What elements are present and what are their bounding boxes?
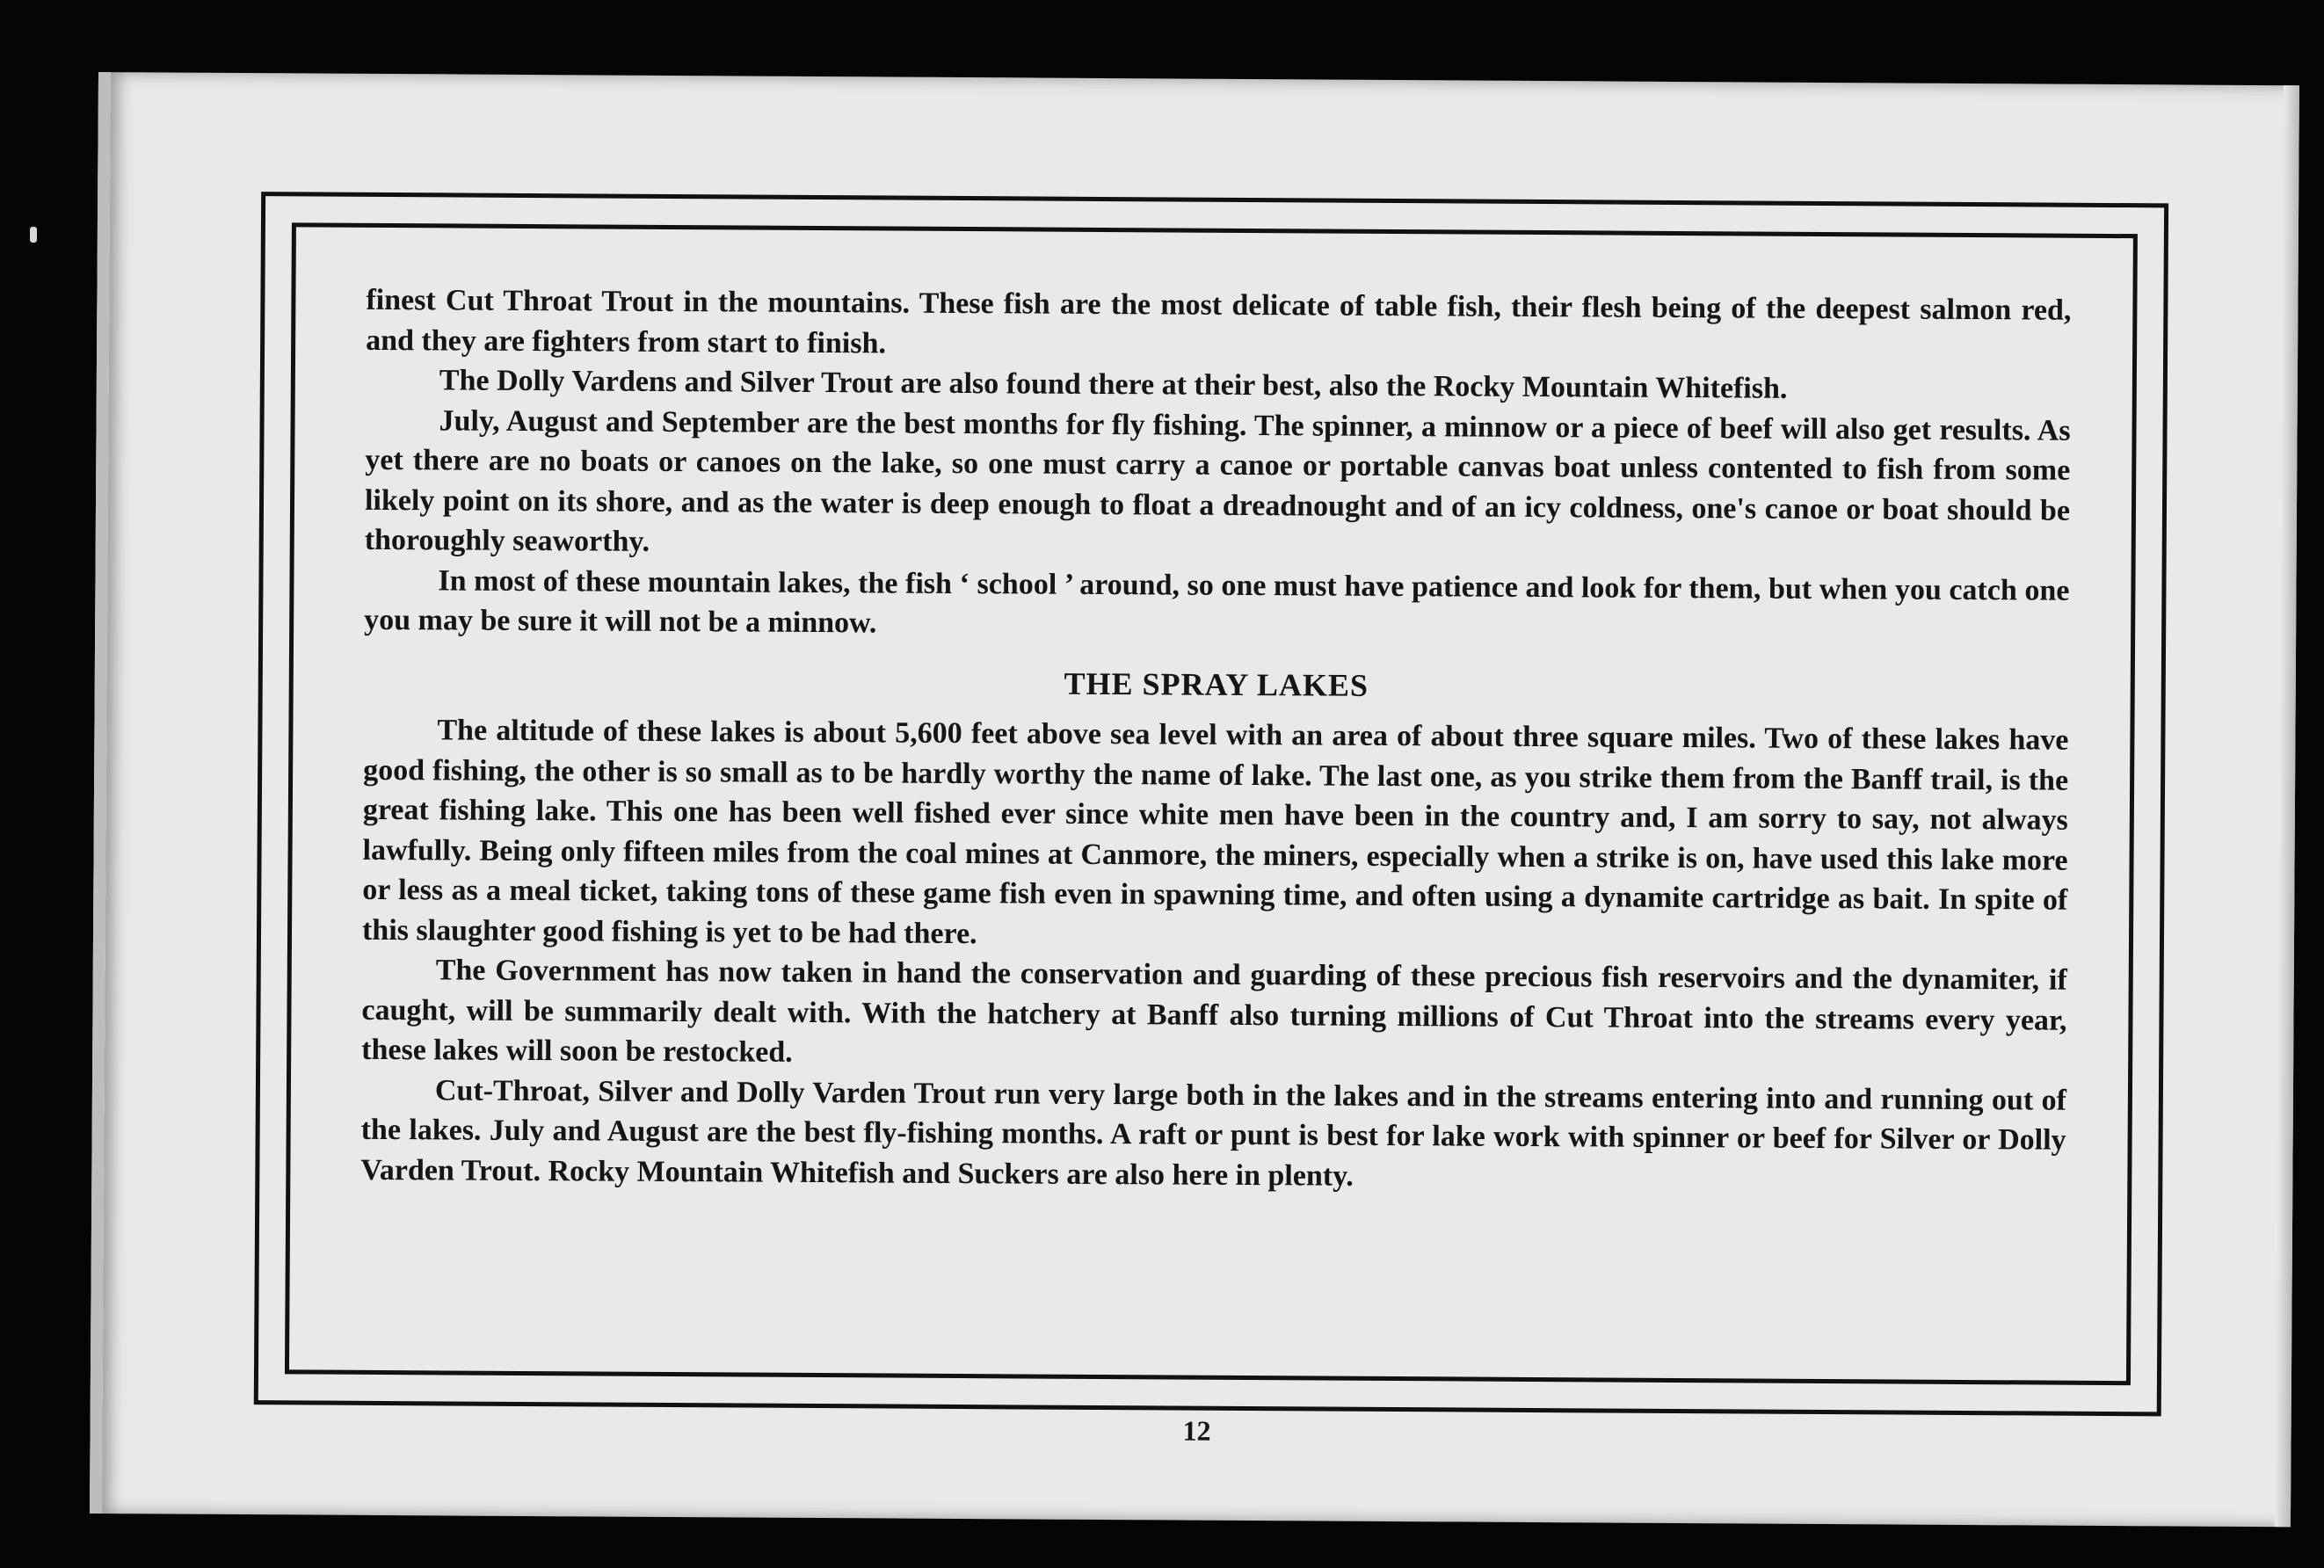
paragraph-government: The Government has now taken in hand the conservation and guarding of these precious fish reservoirs and the dynamiter, if caught, will be summarily dealt with. With the hatchery at Banff also turning millions of Cut Throat into the streams every year, these lakes will soon be restocked. xyxy=(361,954,2067,1069)
paragraph-trout-species: Cut-Throat, Silver and Dolly Varden Trout run very large both in the lakes and in the streams entering into and running out of the lakes. July and August are the best fly-fishing months. A raft or punt is best for lake work with spinner or beef for Silver or Dolly Varden Trout. Rocky Mountain Whitefish and Suckers are also here in plenty. xyxy=(360,1073,2067,1193)
page-text xyxy=(360,280,2071,1201)
scan-mark-left xyxy=(30,227,37,243)
paragraph-fly-fishing-months: July, August and September are the best months for fly fishing. The spinner, a minnow or a piece of beef will also get results. As yet there are no boats or canoes on the lake, so one must carry a canoe or portable canvas boat unless contented to fish from some likely point on its shore, and as the water is deep enough to float a dreadnought and of an icy coldness, one's canoe or boat should be thoroughly seaworthy. xyxy=(364,403,2071,558)
paragraph-continued: finest Cut Throat Trout in the mountains. These fish are the most delicate of table fish, their flesh being of the deepest salmon red, and they are fighters from start to finish. xyxy=(366,283,2072,359)
book-page xyxy=(90,72,2299,1527)
outer-border-frame xyxy=(254,192,2168,1416)
page-number: 12 xyxy=(1182,1414,1211,1447)
section-heading: THE SPRAY LAKES xyxy=(1064,665,1369,703)
paragraph-dolly-vardens: The Dolly Vardens and Silver Trout are also found there at their best, also the Rocky Mountain Whitefish. xyxy=(439,364,1788,405)
paragraph-mountain-lakes: In most of these mountain lakes, the fish ‘ school ’ around, so one must have patience and look for them, but when you catch one you may be sure it will not be a minnow. xyxy=(364,563,2070,640)
paragraph-altitude: The altitude of these lakes is about 5,600 feet above sea level with an area of about three square miles. Two of these lakes have good fishing, the other is so small as to be hardly worthy the name of lake. The last one, as you strike them from the Banff trail, is the great fishing lake. This one has been well fished ever since white men have been in the country and, I am sorry to say, not always lawfully. Being only fifteen miles from the coal mines at Canmore, the miners, especially when a strike is on, have used this lake more or less as a meal ticket, taking tons of these game fish even in spawning time, and often using a dynamite cartridge as bait. In spite of this slaughter good fishing is yet to be had there. xyxy=(361,714,2069,950)
inner-border-frame xyxy=(285,222,2138,1385)
